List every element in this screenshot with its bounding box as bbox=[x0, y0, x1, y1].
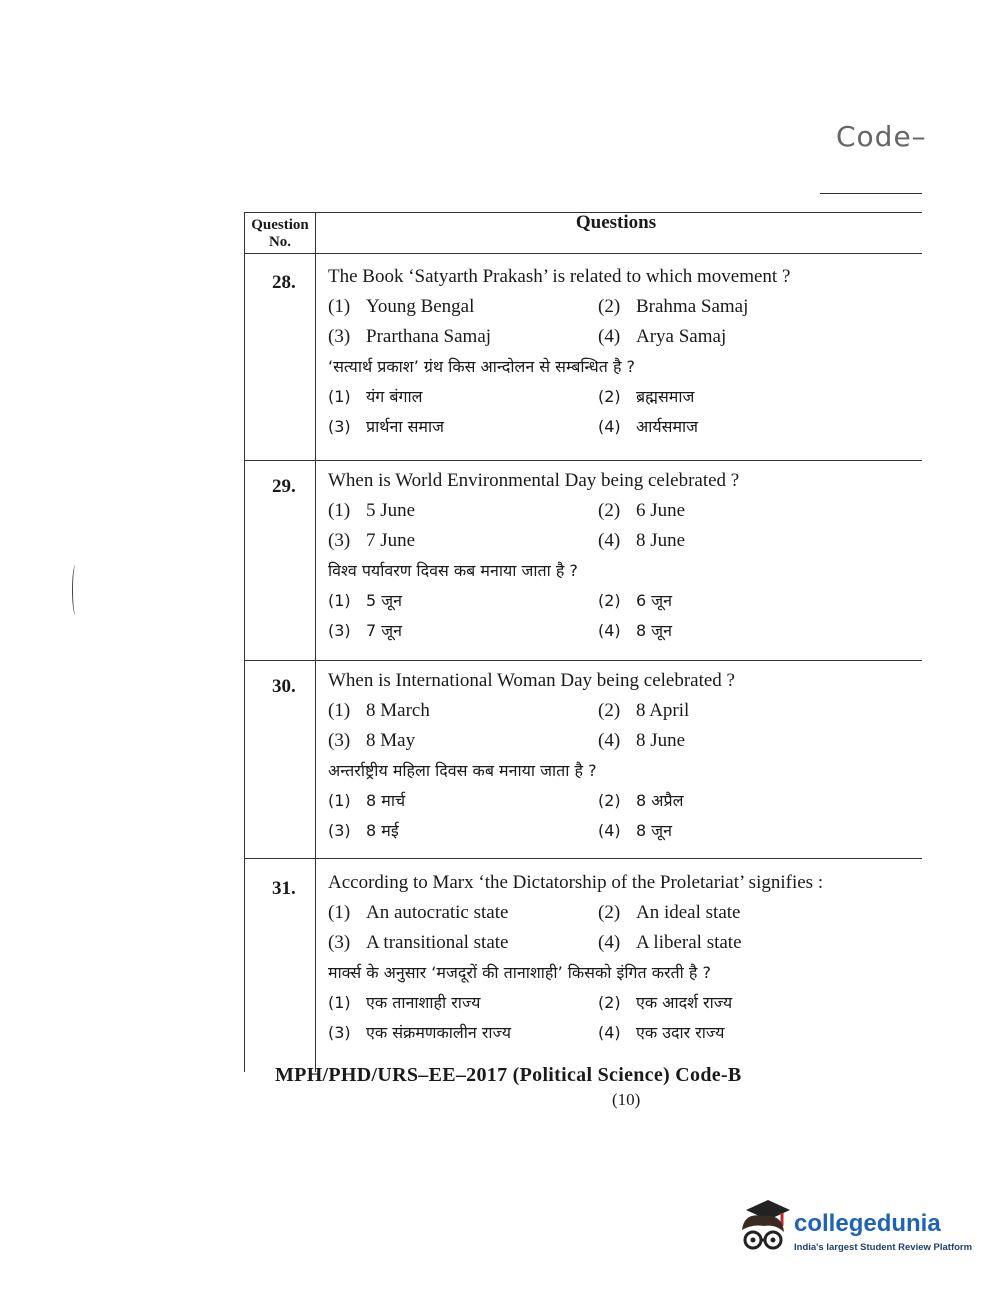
option-hindi: (4) एक उदार राज्य bbox=[598, 1023, 725, 1042]
option: (1) Young Bengal bbox=[328, 296, 475, 317]
option: (1) 5 June bbox=[328, 500, 416, 521]
question-number: 31. bbox=[272, 878, 296, 899]
question-text-hindi: अन्तर्राष्ट्रीय महिला दिवस कब मनाया जाता है ? bbox=[328, 761, 597, 780]
option-hindi: (3) एक संक्रमणकालीन राज्य bbox=[328, 1023, 511, 1042]
question-text-hindi: ‘सत्यार्थ प्रकाश’ ग्रंथ किस आन्दोलन से सम्बन्धित है ? bbox=[328, 357, 636, 376]
option: (3) 8 May bbox=[328, 730, 416, 751]
logo-wordmark: collegedunia bbox=[794, 1210, 941, 1237]
question-block bbox=[244, 252, 922, 461]
question-block bbox=[244, 460, 922, 661]
question-text-english: According to Marx ‘the Dictatorship of the Proletariat’ signifies : bbox=[328, 872, 824, 893]
table-header-row bbox=[244, 212, 922, 254]
option-hindi: (2) एक आदर्श राज्य bbox=[598, 993, 733, 1012]
option-hindi: (3) 8 मई bbox=[328, 821, 399, 840]
logo-tagline: India's largest Student Review Platform bbox=[794, 1242, 973, 1253]
option: (2) 6 June bbox=[598, 500, 686, 521]
option: (3) 7 June bbox=[328, 530, 416, 551]
option: (4) 8 June bbox=[598, 730, 686, 751]
option: (4) A liberal state bbox=[598, 932, 742, 953]
option-hindi: (3) 7 जून bbox=[328, 621, 403, 640]
option-hindi: (3) प्रार्थना समाज bbox=[328, 417, 444, 436]
option: (1) An autocratic state bbox=[328, 902, 509, 923]
option-hindi: (1) 5 जून bbox=[328, 591, 403, 610]
question-text-english: The Book ‘Satyarth Prakash’ is related to which movement ? bbox=[328, 266, 791, 287]
option: (4) Arya Samaj bbox=[598, 326, 727, 347]
question-number: 28. bbox=[272, 272, 296, 293]
page-number: (10) bbox=[612, 1090, 641, 1109]
footer-title: MPH/PHD/URS–EE–2017 (Political Science) Code-B bbox=[275, 1064, 742, 1086]
option: (2) An ideal state bbox=[598, 902, 741, 923]
option: (3) Prarthana Samaj bbox=[328, 326, 492, 347]
option: (3) A transitional state bbox=[328, 932, 509, 953]
question-block bbox=[244, 660, 922, 859]
question-block bbox=[244, 858, 922, 1072]
option-hindi: (4) 8 जून bbox=[598, 621, 673, 640]
option-hindi: (1) यंग बंगाल bbox=[328, 387, 423, 406]
question-text-hindi: मार्क्स के अनुसार ‘मजदूरों की तानाशाही’ किसको इंगित करती है ? bbox=[328, 963, 711, 982]
option-hindi: (4) 8 जून bbox=[598, 821, 673, 840]
option-hindi: (2) 8 अप्रैल bbox=[598, 791, 684, 810]
question-number: 30. bbox=[272, 676, 296, 697]
margin-mark bbox=[72, 565, 79, 615]
question-text-english: When is International Woman Day being celebrated ? bbox=[328, 670, 735, 691]
option-hindi: (1) 8 मार्च bbox=[328, 791, 406, 810]
option: (4) 8 June bbox=[598, 530, 686, 551]
mascot-icon bbox=[736, 1196, 792, 1258]
option-hindi: (2) 6 जून bbox=[598, 591, 673, 610]
question-no-heading: Question No. bbox=[251, 217, 309, 250]
questions-heading: Questions bbox=[575, 212, 657, 233]
option: (2) Brahma Samaj bbox=[598, 296, 749, 317]
collegedunia-logo bbox=[736, 1196, 973, 1266]
top-rule bbox=[820, 193, 922, 194]
option-hindi: (1) एक तानाशाही राज्य bbox=[328, 993, 481, 1012]
option: (1) 8 March bbox=[328, 700, 430, 721]
question-table bbox=[244, 212, 922, 1072]
option: (2) 8 April bbox=[598, 700, 690, 721]
question-text-english: When is World Environmental Day being celebrated ? bbox=[328, 470, 740, 491]
option-hindi: (2) ब्रह्मसमाज bbox=[598, 387, 695, 406]
option-hindi: (4) आर्यसमाज bbox=[598, 417, 699, 436]
question-text-hindi: विश्व पर्यावरण दिवस कब मनाया जाता है ? bbox=[328, 561, 578, 580]
code-header: Code– bbox=[836, 120, 927, 153]
question-number: 29. bbox=[272, 476, 296, 497]
